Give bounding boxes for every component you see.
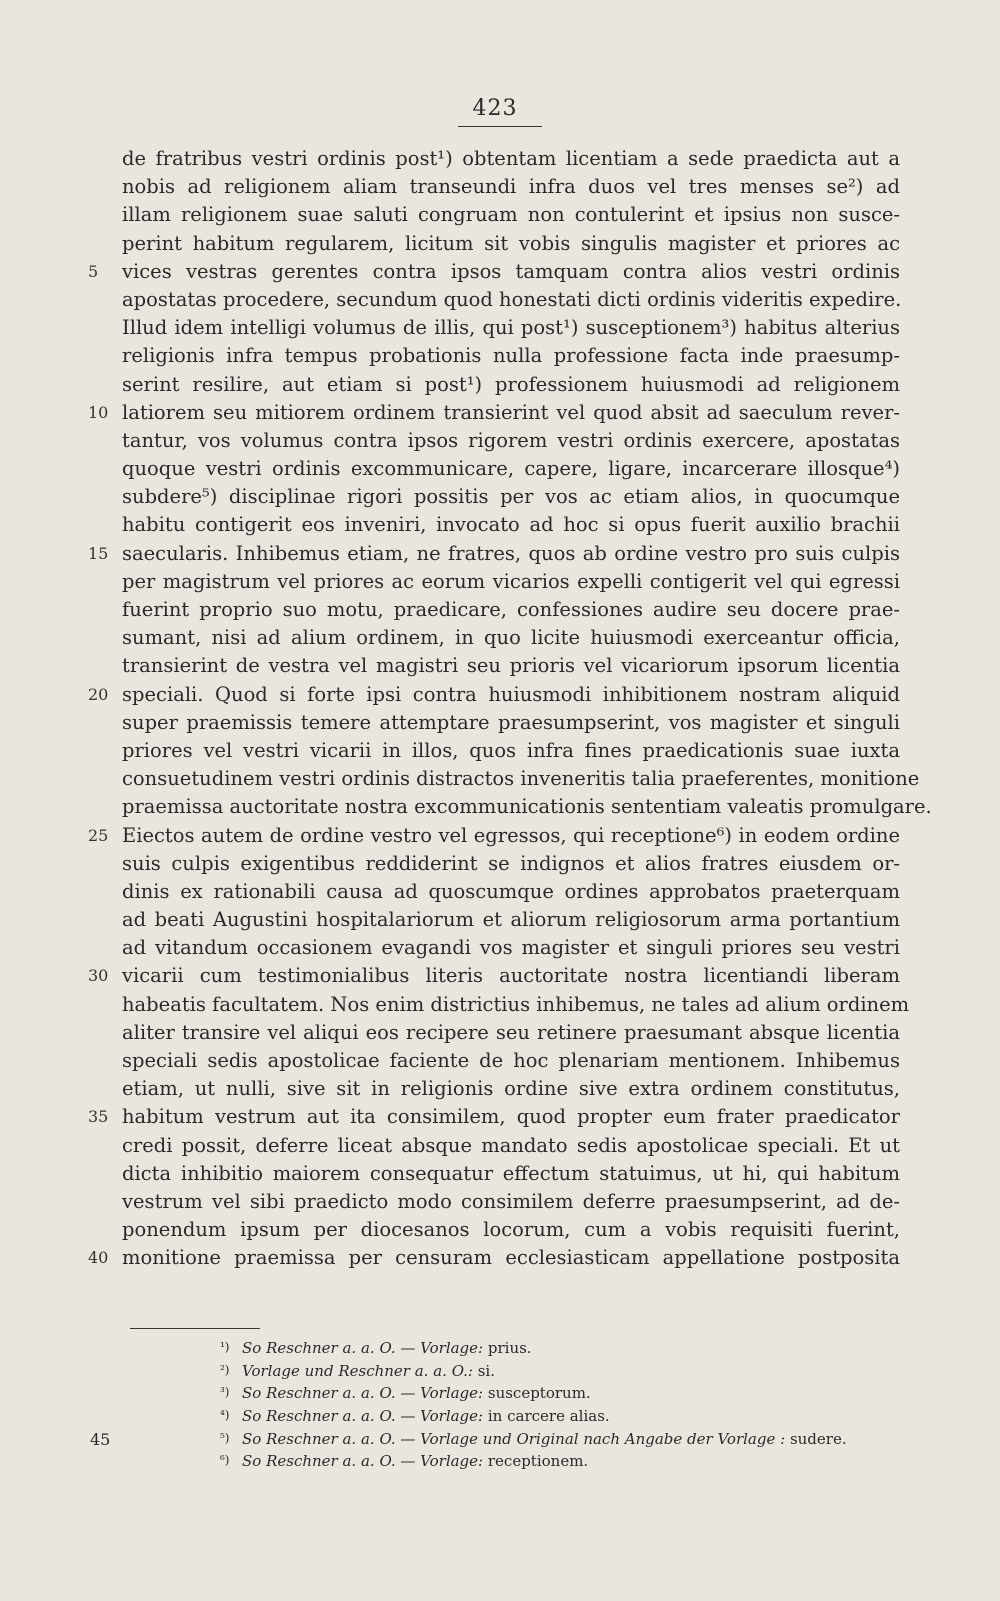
line-text: illam religionem suae saluti congruam non contulerint et ipsius non susce- — [122, 203, 900, 227]
text-line — [122, 652, 900, 680]
text-line — [122, 709, 900, 737]
text-line — [122, 568, 900, 596]
footnote-reading: susceptorum. — [487, 1384, 591, 1403]
footnote-reading: prius. — [487, 1339, 532, 1357]
text-line — [122, 455, 900, 483]
line-text: apostatas procedere, secundum quod honestati dicti ordinis videritis expedire. — [122, 287, 902, 311]
line-text: dinis ex rationabili causa ad quoscumque ordines approbatos praeterquam — [122, 879, 900, 903]
line-text: serint resilire, aut etiam si post¹) professionem huiusmodi ad religionem — [122, 372, 900, 396]
line-text: speciali. Quod si forte ipsi contra huiusmodi inhibitionem nostram aliquid — [122, 682, 900, 706]
line-text: monitione praemissa per censuram ecclesiasticam appellatione postposita — [122, 1246, 900, 1270]
footnote-mark: ⁶) — [220, 1453, 230, 1468]
text-line — [122, 850, 900, 878]
text-line — [88, 1244, 900, 1272]
text-line — [122, 145, 900, 173]
text-line — [88, 962, 900, 990]
line-text: habitum vestrum aut ita consimilem, quod propter eum frater praedicator — [122, 1105, 900, 1129]
text-line — [122, 286, 900, 314]
line-text: latiorem seu mitiorem ordinem transierint vel quod absit ad saeculum rever- — [122, 400, 900, 424]
line-text: ad beati Augustini hospitalariorum et aliorum religiosorum arma portantium — [122, 908, 900, 932]
footnote-source: So Reschner a. a. O. — Vorlage: — [242, 1407, 484, 1426]
line-text: vestrum vel sibi praedicto modo consimilem deferre praesumpserint, ad de- — [122, 1189, 900, 1213]
line-text: habeatis facultatem. Nos enim districtius inhibemus, ne tales ad alium ordinem — [122, 992, 910, 1016]
footnote — [220, 1449, 920, 1472]
line-text: dicta inhibitio maiorem consequatur effectum statuimus, ut hi, qui habitum — [122, 1161, 900, 1185]
line-text: consuetudinem vestri ordinis distractos inveneritis talia praeferentes, monitione — [122, 767, 920, 791]
text-line — [122, 314, 900, 342]
footnote-source: Vorlage und Reschner a. a. O.: — [242, 1361, 473, 1380]
text-line — [122, 1216, 900, 1244]
line-text: Eiectos autem de ordine vestro vel egressos, qui receptione⁶) in eodem ordine — [122, 823, 900, 847]
line-number: 15 — [88, 543, 109, 563]
footnotes — [220, 1336, 920, 1472]
text-line — [88, 681, 900, 709]
line-number: 25 — [88, 825, 109, 845]
footnote-line-number: 45 — [90, 1430, 111, 1449]
footnote-reading: sudere. — [789, 1429, 847, 1448]
text-line — [122, 201, 900, 229]
line-number: 40 — [88, 1248, 109, 1268]
line-text: perint habitum regularem, licitum sit vobis singulis magister et priores ac — [122, 231, 900, 255]
footnote — [220, 1381, 920, 1404]
text-line — [122, 765, 920, 793]
text-line — [122, 1047, 900, 1075]
line-number: 5 — [88, 261, 99, 281]
text-line — [88, 540, 900, 568]
body-text — [88, 145, 932, 1273]
line-text: vices vestras gerentes contra ipsos tamquam contra alios vestri ordinis — [122, 259, 900, 283]
footnote — [220, 1427, 920, 1450]
line-text: tantur, vos volumus contra ipsos rigorem vestri ordinis exercere, apostatas — [122, 428, 900, 452]
line-text: fuerint proprio suo motu, praedicare, confessiones audire seu docere prae- — [122, 598, 900, 621]
text-line — [122, 371, 900, 399]
footnote-mark: ⁴) — [220, 1408, 230, 1423]
text-line — [122, 624, 900, 652]
line-text: per magistrum vel priores ac eorum vicarios expelli contigerit vel qui egressi — [122, 569, 900, 593]
text-line — [88, 822, 900, 850]
text-line — [122, 427, 900, 455]
line-number: 10 — [88, 402, 109, 422]
line-text: credi possit, deferre liceat absque mandato sedis apostolicae speciali. Et ut — [122, 1133, 900, 1157]
line-text: suis culpis exigentibus reddiderint se indignos et alios fratres eiusdem or- — [122, 851, 900, 875]
footnote-mark: ²) — [220, 1362, 230, 1377]
line-text: subdere⁵) disciplinae rigori possitis per vos ac etiam alios, in quocumque — [122, 485, 900, 509]
text-line — [122, 511, 900, 539]
page-number-rule — [458, 126, 542, 127]
footnote-source: So Reschner a. a. O. — Vorlage: — [242, 1384, 484, 1403]
line-text: etiam, ut nulli, sive sit in religionis ordine sive extra ordinem constitutus, — [122, 1077, 900, 1101]
footnote-source: So Reschner a. a. O. — Vorlage: — [242, 1339, 484, 1357]
footnote-rule — [130, 1328, 260, 1329]
line-text: priores vel vestri vicarii in illos, quos infra fines praedicationis suae iuxta — [122, 738, 900, 762]
line-text: ponendum ipsum per diocesanos locorum, cum a vobis requisiti fuerint, — [122, 1218, 900, 1242]
line-text: Illud idem intelligi volumus de illis, qui post¹) susceptionem³) habitus alterius — [122, 316, 900, 340]
text-line — [122, 1160, 900, 1188]
text-line — [122, 934, 900, 962]
text-line — [122, 737, 900, 765]
text-line — [122, 173, 900, 201]
line-text: habitu contigerit eos inveniri, invocato ad hoc si opus fuerit auxilio brachii — [122, 513, 900, 537]
line-text: vicarii cum testimonialibus literis auctoritate nostra licentiandi liberam — [122, 964, 900, 988]
line-text: transierint de vestra vel magistri seu prioris vel vicariorum ipsorum licentia — [122, 654, 900, 678]
line-text: sumant, nisi ad alium ordinem, in quo licite huiusmodi exerceantur officia, — [122, 626, 900, 650]
line-number: 30 — [88, 966, 109, 986]
footnote-mark: ⁵) — [220, 1430, 230, 1445]
footnote-mark: ¹) — [220, 1340, 230, 1354]
line-number: 20 — [88, 684, 109, 704]
line-text: saecularis. Inhibemus etiam, ne fratres, quos ab ordine vestro pro suis culpis — [122, 541, 900, 565]
footnote-mark: ³) — [220, 1385, 230, 1400]
footnote-source: So Reschner a. a. O. — Vorlage: — [242, 1452, 484, 1471]
footnote — [220, 1359, 920, 1382]
footnote-reading: receptionem. — [487, 1452, 589, 1471]
text-line — [122, 1188, 900, 1216]
line-text: ad vitandum occasionem evagandi vos magister et singuli priores seu vestri — [122, 936, 900, 960]
line-text: quoque vestri ordinis excommunicare, capere, ligare, incarcerare illosque⁴) — [122, 457, 900, 481]
footnote-reading: in carcere alias. — [487, 1407, 610, 1426]
footnote-reading: si. — [477, 1361, 495, 1380]
text-line — [122, 342, 900, 370]
line-text: super praemissis temere attemptare praesumpserint, vos magister et singuli — [122, 710, 900, 734]
text-line — [122, 793, 932, 821]
text-line — [122, 906, 900, 934]
page-number: 423 — [472, 96, 518, 121]
line-number: 35 — [88, 1107, 109, 1127]
text-line — [88, 1103, 900, 1131]
text-line — [122, 230, 900, 258]
line-text: de fratribus vestri ordinis post¹) obtentam licentiam a sede praedicta aut a — [122, 147, 900, 170]
line-text: religionis infra tempus probationis nulla professione facta inde praesump- — [122, 344, 900, 368]
text-line — [122, 1132, 900, 1160]
text-line — [88, 258, 900, 286]
footnote — [220, 1336, 920, 1359]
line-text: praemissa auctoritate nostra excommunicationis sententiam valeatis promulgare. — [122, 795, 932, 819]
footnote-source: So Reschner a. a. O. — Vorlage und Original nach Angabe der Vorlage : — [242, 1429, 786, 1448]
text-line — [122, 991, 910, 1019]
footnote — [220, 1404, 920, 1427]
text-line — [122, 878, 900, 906]
text-line — [122, 596, 900, 624]
line-text: nobis ad religionem aliam transeundi infra duos vel tres menses se²) ad — [122, 175, 900, 199]
line-text: speciali sedis apostolicae faciente de hoc plenariam mentionem. Inhibemus — [122, 1049, 900, 1072]
text-line — [88, 399, 900, 427]
text-line — [122, 1019, 900, 1047]
text-line — [122, 483, 900, 511]
line-text: aliter transire vel aliqui eos recipere seu retinere praesumant absque licentia — [122, 1020, 900, 1044]
text-line — [122, 1075, 900, 1103]
